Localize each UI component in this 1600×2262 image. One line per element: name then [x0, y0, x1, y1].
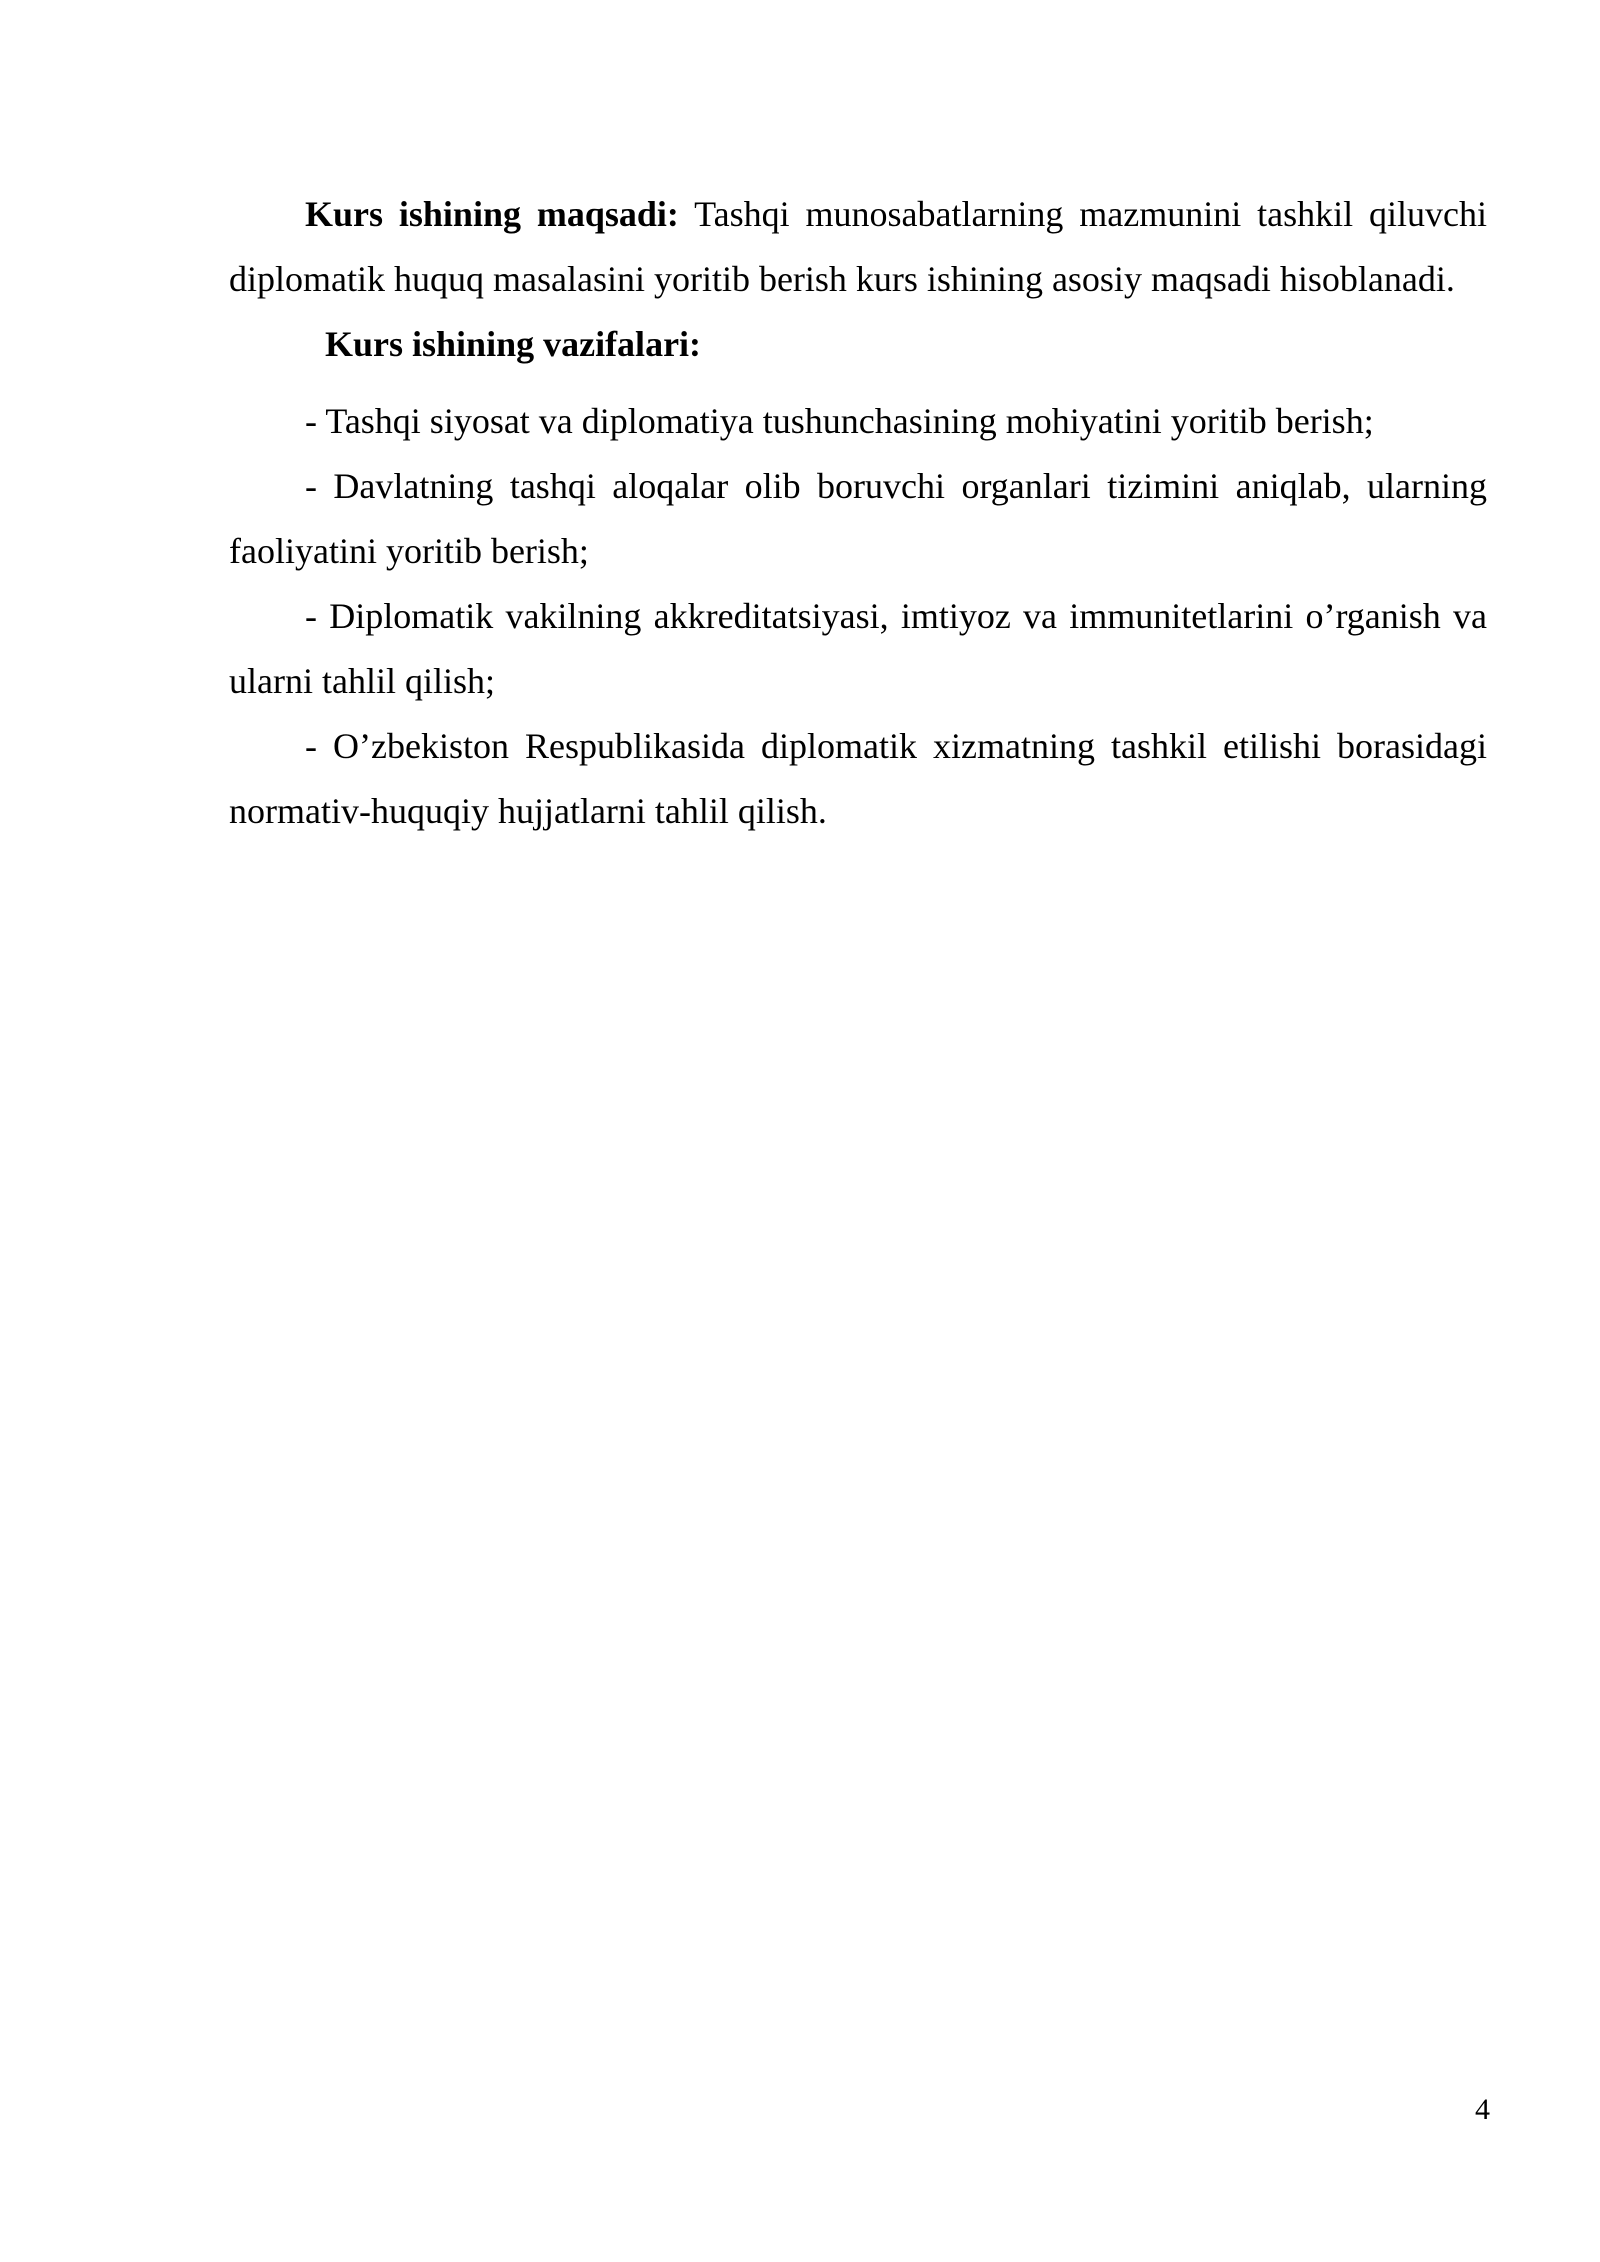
task-item: - O’zbekiston Respublikasida diplomatik xizmatning tashkil etilishi borasidagi normativ-huquqiy hujjatlarni tahlil qilish. — [229, 726, 1487, 831]
tasks-list — [229, 389, 1487, 844]
tasks-heading: Kurs ishining vazifalari: — [325, 324, 702, 364]
goal-label: Kurs ishining maqsadi: — [305, 194, 679, 234]
goal-text: Tashqi munosabatlarning mazmunini tashkil qiluvchi diplomatik huquq masalasini yoritib berish kurs ishining asosiy maqsadi hisoblanadi. — [229, 194, 1488, 299]
task-item: - Tashqi siyosat va diplomatiya tushunchasining mohiyatini yoritib berish; — [305, 401, 1374, 441]
page-body — [229, 182, 1487, 844]
page-number: 4 — [1475, 2093, 1490, 2126]
task-item: - Davlatning tashqi aloqalar olib boruvchi organlari tizimini aniqlab, ularning faoliyatini yoritib berish; — [229, 466, 1487, 571]
goal-paragraph — [229, 182, 1487, 312]
task-item: - Diplomatik vakilning akkreditatsiyasi, imtiyoz va immunitetlarini o’rganish va ularni tahlil qilish; — [229, 596, 1487, 701]
